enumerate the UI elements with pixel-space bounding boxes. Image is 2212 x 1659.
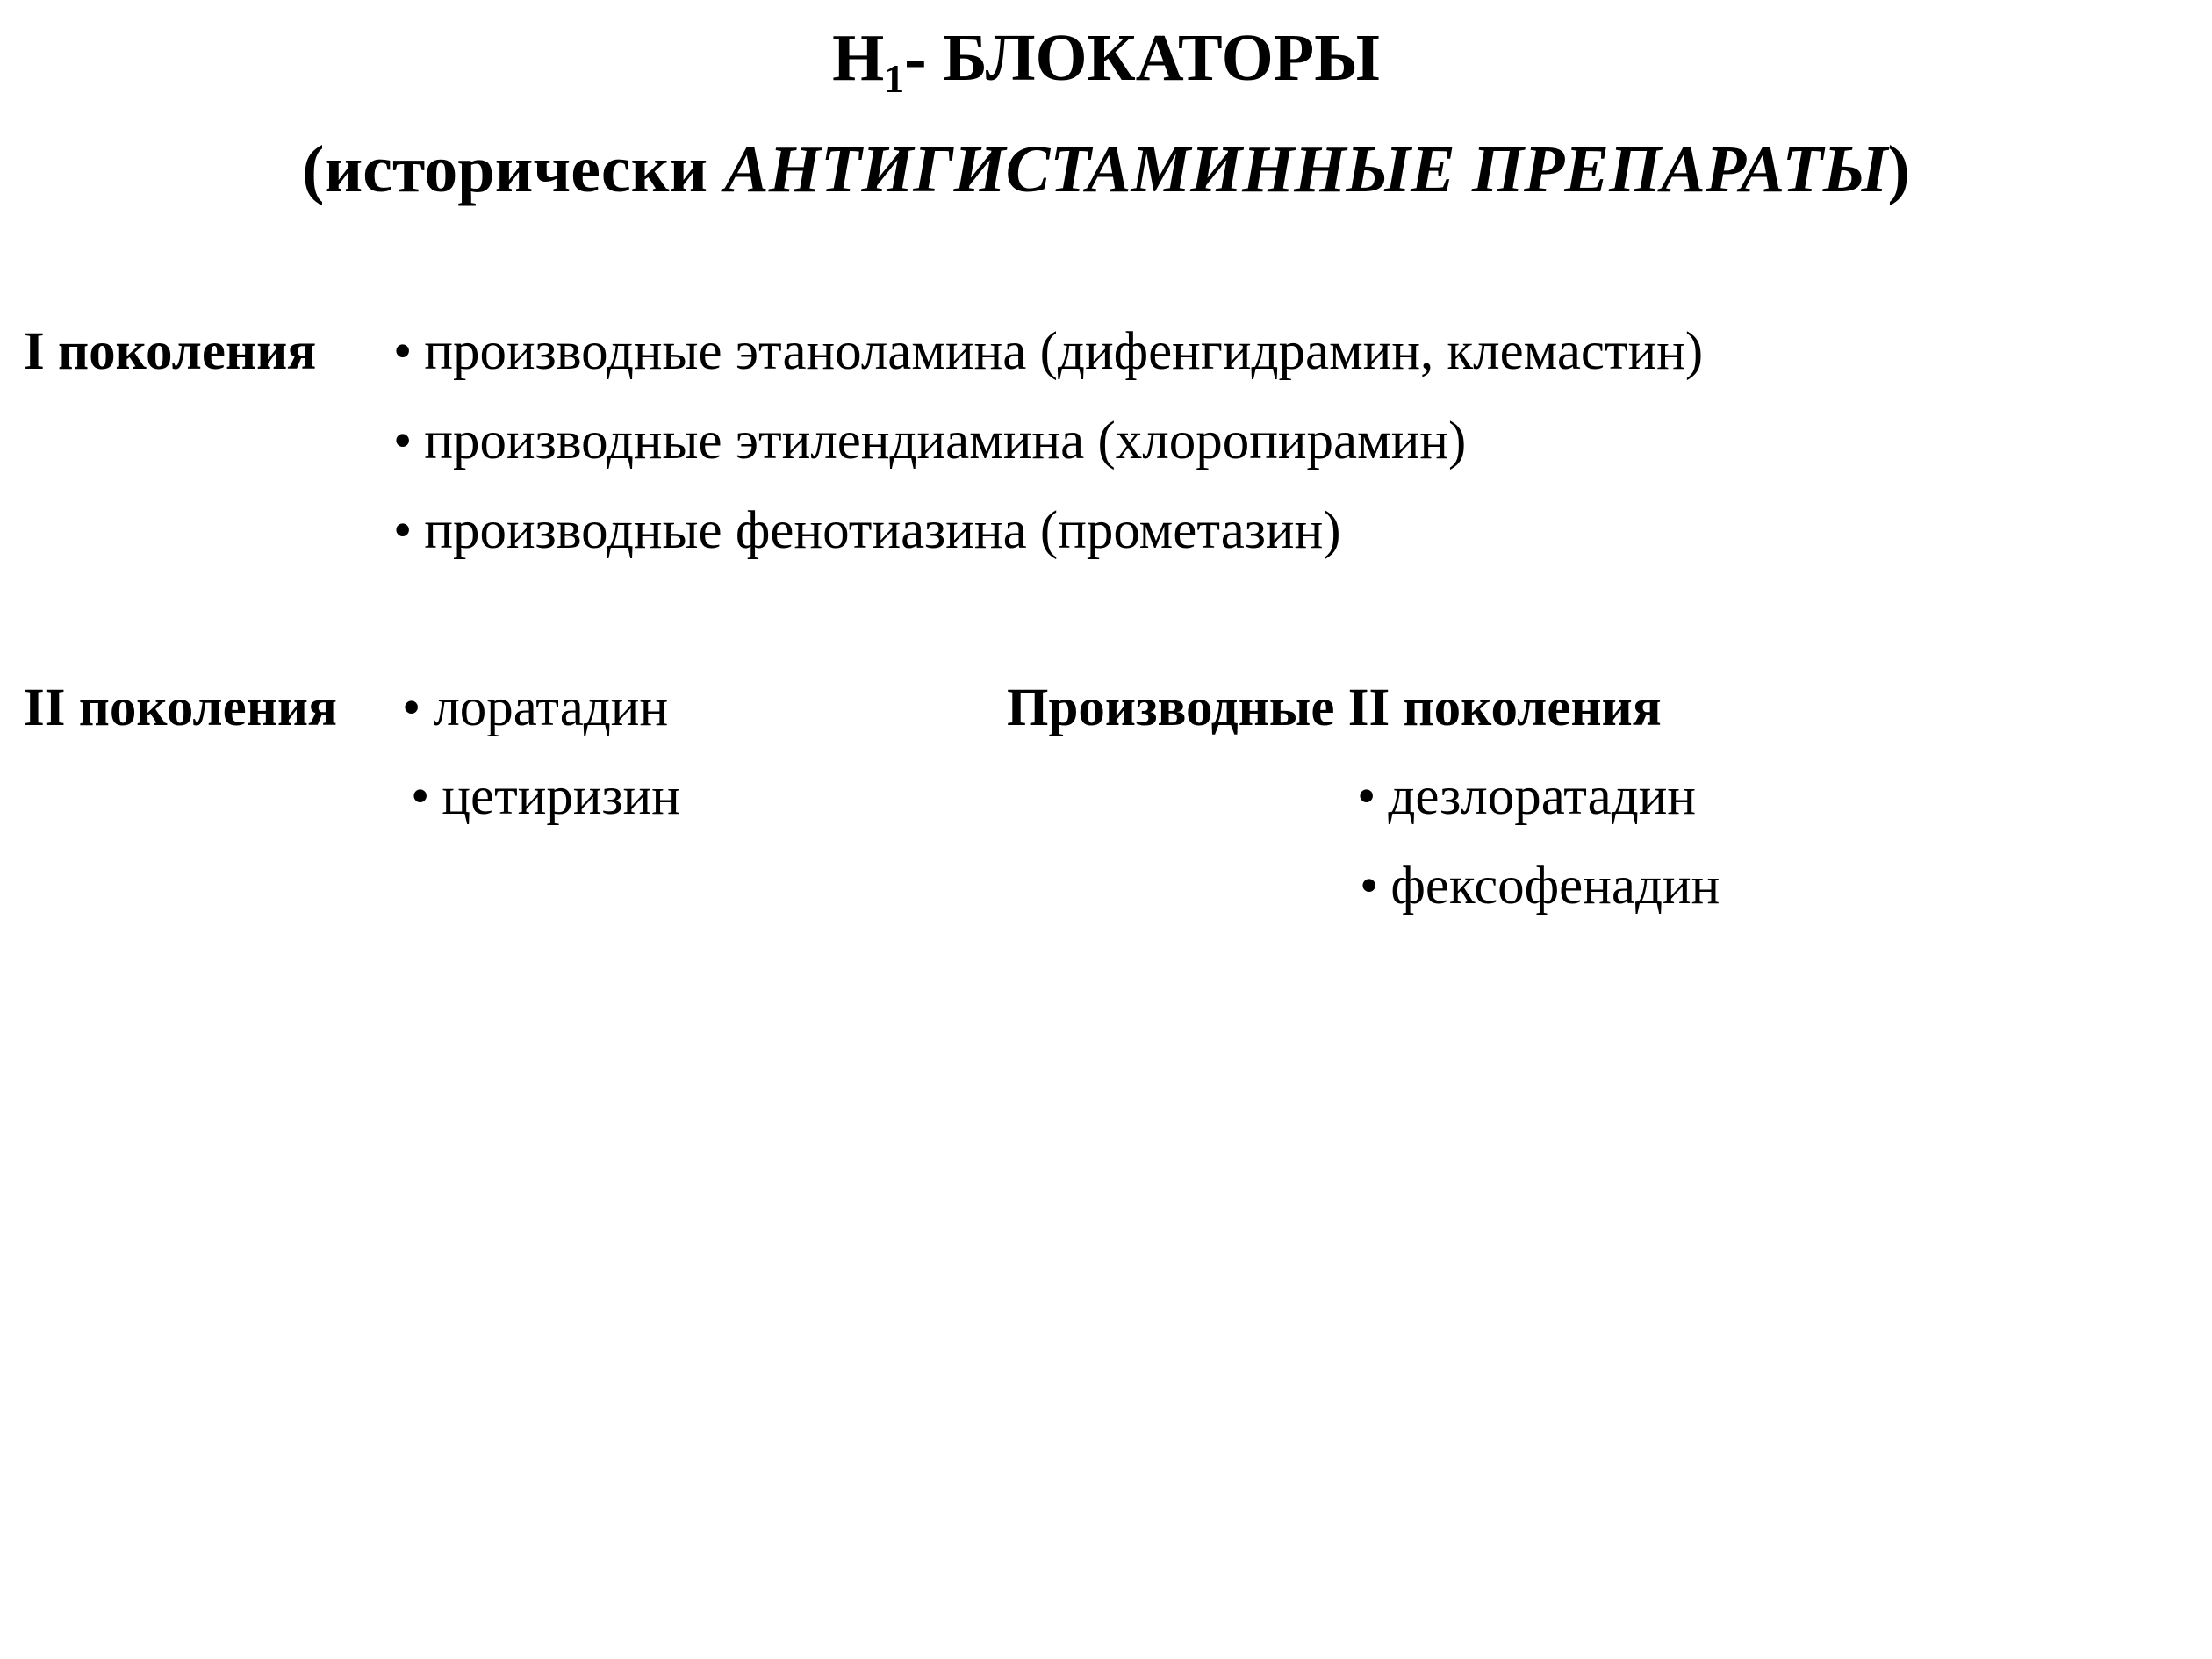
derivatives-item-text: фексофенадин: [1390, 857, 1720, 916]
bullet-icon: •: [1360, 857, 1379, 916]
subtitle-italic: АНТИГИСТАМИННЫЕ ПРЕПАРАТЫ: [724, 133, 1888, 206]
first-generation-item: [393, 322, 1704, 381]
second-generation-item: [411, 767, 680, 826]
first-generation-item-text: производные фенотиазина (прометазин): [424, 501, 1341, 560]
bullet-icon: •: [402, 679, 421, 737]
first-generation-item: [393, 501, 1341, 560]
derivatives-item: [1360, 857, 1720, 916]
bullet-icon: •: [411, 767, 430, 826]
bullet-icon: •: [393, 322, 413, 381]
bullet-icon: •: [393, 412, 413, 470]
second-generation-item: [402, 681, 668, 735]
bullet-icon: •: [1357, 767, 1376, 826]
first-generation-label: I поколения: [24, 322, 317, 381]
first-generation-item-text: производные этилендиамина (хлоропирамин): [424, 412, 1467, 470]
title-subscript: 1: [884, 56, 905, 101]
first-generation-item-text: производные этаноламина (дифенгидрамин, клемастин): [424, 322, 1704, 381]
second-generation-item-text: лоратадин: [433, 679, 669, 737]
derivatives-item-text: дезлоратадин: [1388, 767, 1697, 826]
subtitle-open: (исторически: [302, 133, 725, 206]
subtitle-close: ): [1887, 133, 1910, 206]
title-h-letter: Н: [832, 21, 885, 95]
title-rest: - БЛОКАТОРЫ: [904, 21, 1380, 95]
second-generation-label: II поколения: [24, 679, 338, 737]
slide-title: [0, 21, 2212, 101]
derivatives-label: Производные II поколения: [1007, 679, 1662, 737]
second-generation-item-text: цетиризин: [442, 767, 680, 826]
bullet-icon: •: [393, 501, 413, 560]
derivatives-item: [1357, 767, 1697, 826]
first-generation-item: [393, 414, 1466, 468]
slide-subtitle: [0, 133, 2212, 206]
